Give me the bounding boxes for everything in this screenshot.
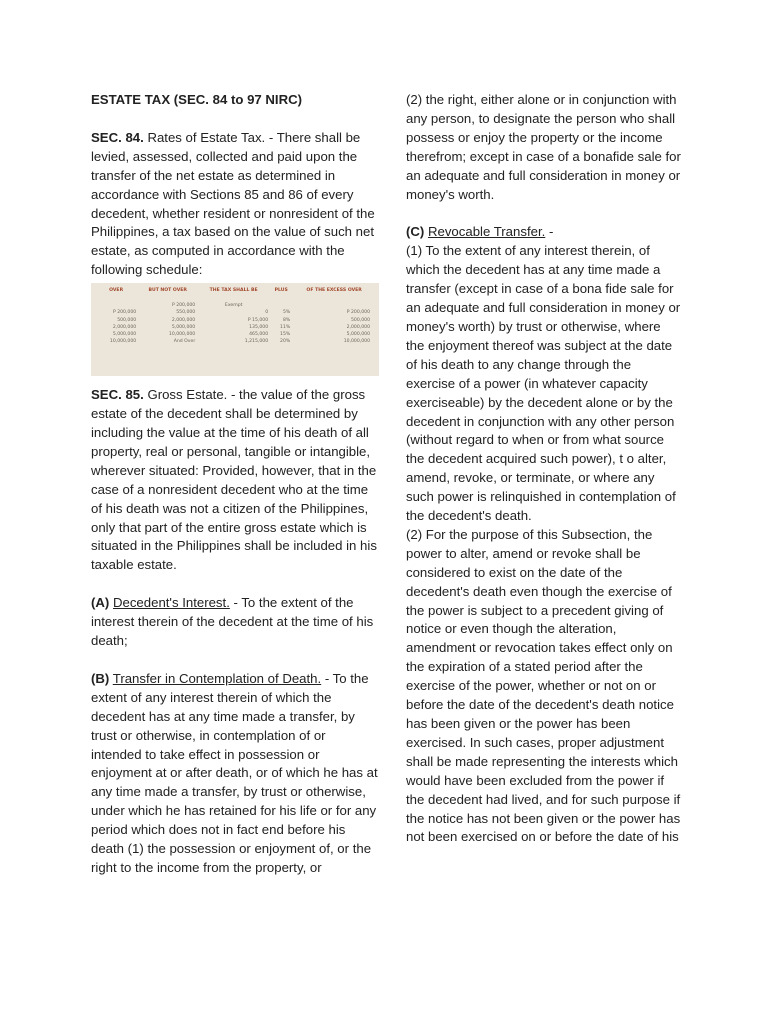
table-cell: 10,000,000 xyxy=(343,339,370,345)
sec85-text: Gross Estate. - the value of the gross estate of the decedent shall be determined by including the value at the time of his death of all property, real or personal, tangible or intangible, wherever situated: Provided, however, that in the case of a nonresident decedent who at the time of his death was not a citizen of the Philippines, only that part of the entire gross estate which is situated in the Philippines shall be included in his taxable estate. xyxy=(91,387,377,573)
header-over: OVER xyxy=(109,288,124,294)
table-cell: 5,000,000 xyxy=(112,331,137,337)
table-cell xyxy=(94,302,138,309)
table-cell: 5,000,000 xyxy=(171,324,196,330)
subsection-a-label: (A) xyxy=(91,595,110,611)
table-cell: P 200,000 xyxy=(112,310,137,316)
subsection-b2-paragraph: (2) the right, either alone or in conjunction with any person, to designate the person who shall possess or enjoy the property or the income therefrom; except in case of a bonafide sale for an adequate and full consideration in money or money's worth. xyxy=(406,92,681,202)
estate-tax-schedule-table xyxy=(94,287,376,345)
subsection-b-text: - To the extent of any interest therein of which the decedent has at any time made a transfer, by trust or otherwise, in contemplation of or intended to take effect in possession or enjoyment at or after death, or of which he has at any time made a transfer, by trust or otherwise, under which he has retained for his life or for any period which does not in fact end before his death (1) the possession or enjoyment of, or the right to the income from the property, or xyxy=(91,670,378,875)
subsection-c2-paragraph: (2) For the purpose of this Subsection, the power to alter, amend or revoke shall be considered to exist on the date of the decedent's death even though the exercise of the power is subject to a precedent giving of notice or even though the alteration, amendment or revocation takes effect only on the expiration of a stated period after the exercise of the power, whether or not on or before the date of the decedent's death notice has been given or the power has been exercised. In such cases, proper adjustment shall be made representing the interests which would have been excluded from the power if the decedent had lived, and for such purpose if the notice has not been given or the power has not been exercised on or before the date of his xyxy=(406,526,681,845)
sec84-paragraph xyxy=(91,129,379,280)
estate-tax-schedule-image xyxy=(91,283,379,376)
table-cell: 15% xyxy=(280,331,291,337)
table-row xyxy=(94,317,376,324)
sec85-label: SEC. 85. xyxy=(91,387,144,403)
table-cell: 1,215,000 xyxy=(244,339,269,345)
subsection-a-text: - To the extent of the interest therein of the decedent at the time of his death; xyxy=(91,595,374,649)
table-cell: P 200,000 xyxy=(346,310,370,316)
table-cell: 10,000,000 xyxy=(168,331,196,337)
table-cell: P 200,000 xyxy=(171,303,196,309)
sec84-text: Rates of Estate Tax. - There shall be levied, assessed, collected and paid upon the transfer of the net estate as determined in accordance with Sections 85 and 86 of every decedent, whether resident or nonresident of the Philippines, a tax based on the value of such net estate, as computed in accordance with the following schedule: xyxy=(91,129,375,278)
table-cell: 500,000 xyxy=(351,317,370,323)
subsection-b-title: Transfer in Contemplation of Death. xyxy=(112,670,322,686)
subsection-c-dash: - xyxy=(545,224,554,240)
paragraph-gap xyxy=(91,575,379,594)
table-cell: 2,000,000 xyxy=(346,324,370,330)
table-cell: 10,000,000 xyxy=(109,339,137,345)
table-cell: 5,000,000 xyxy=(346,331,370,337)
table-cell xyxy=(292,302,376,309)
header-plus: PLUS xyxy=(274,288,288,294)
right-column xyxy=(406,91,681,847)
table-cell: 0 xyxy=(265,310,269,316)
table-cell: 8% xyxy=(282,317,291,323)
table-row xyxy=(94,302,376,309)
table-row xyxy=(94,331,376,338)
table-cell: 500,000 xyxy=(117,317,137,323)
table-cell xyxy=(270,302,292,309)
table-header-row xyxy=(94,287,376,302)
table-cell: 2,000,000 xyxy=(112,324,137,330)
table-cell: 11% xyxy=(280,324,291,330)
table-row xyxy=(94,309,376,316)
table-cell: 2,000,000 xyxy=(171,317,196,323)
subsection-c1-paragraph: (1) To the extent of any interest therein, of which the decedent has at any time made a transfer (except in case of a bona fide sale for an adequate and full consideration in money or money's worth) by trust or otherwise, where the enjoyment thereof was subject at the date of his death to any change through the exercise of a power (in whatever capacity exerciseable) by the decedent alone or by the decedent in conjunction with any other person (without regard to when or from what source the decedent acquired such power), t o alter, amend, revoke, or terminate, or where any such power is relinquished in contemplation of the decedent's death. xyxy=(406,243,681,524)
subsection-b-paragraph xyxy=(91,670,379,878)
subsection-a-title: Decedent's Interest. xyxy=(112,595,230,611)
header-but-not-over: BUT NOT OVER xyxy=(148,288,187,294)
document-heading: ESTATE TAX (SEC. 84 to 97 NIRC) xyxy=(91,92,303,107)
subsection-b-label: (B) xyxy=(91,670,110,686)
paragraph-gap xyxy=(91,651,379,670)
table-cell: 465,000 xyxy=(249,331,269,337)
subsection-c-title: Revocable Transfer. xyxy=(427,224,546,240)
table-cell: 135,000 xyxy=(249,324,269,330)
table-cell: 20% xyxy=(280,339,291,345)
subsection-c-heading xyxy=(406,223,681,242)
table-cell: Exempt xyxy=(224,303,243,309)
left-column xyxy=(91,91,379,878)
header-excess-over: OF THE EXCESS OVER xyxy=(306,288,362,294)
subsection-c-label: (C) xyxy=(406,224,425,240)
table-row xyxy=(94,324,376,331)
subsection-a-paragraph xyxy=(91,594,379,651)
paragraph-gap xyxy=(406,204,681,223)
header-tax-shall-be: THE TAX SHALL BE xyxy=(209,288,258,294)
table-cell: And Over xyxy=(173,339,196,345)
table-cell: 550,000 xyxy=(176,310,196,316)
table-cell: P 15,000 xyxy=(247,317,269,323)
sec85-paragraph xyxy=(91,386,379,575)
table-row xyxy=(94,338,376,345)
table-cell: 5% xyxy=(282,310,291,316)
sec84-label: SEC. 84. xyxy=(91,129,144,145)
